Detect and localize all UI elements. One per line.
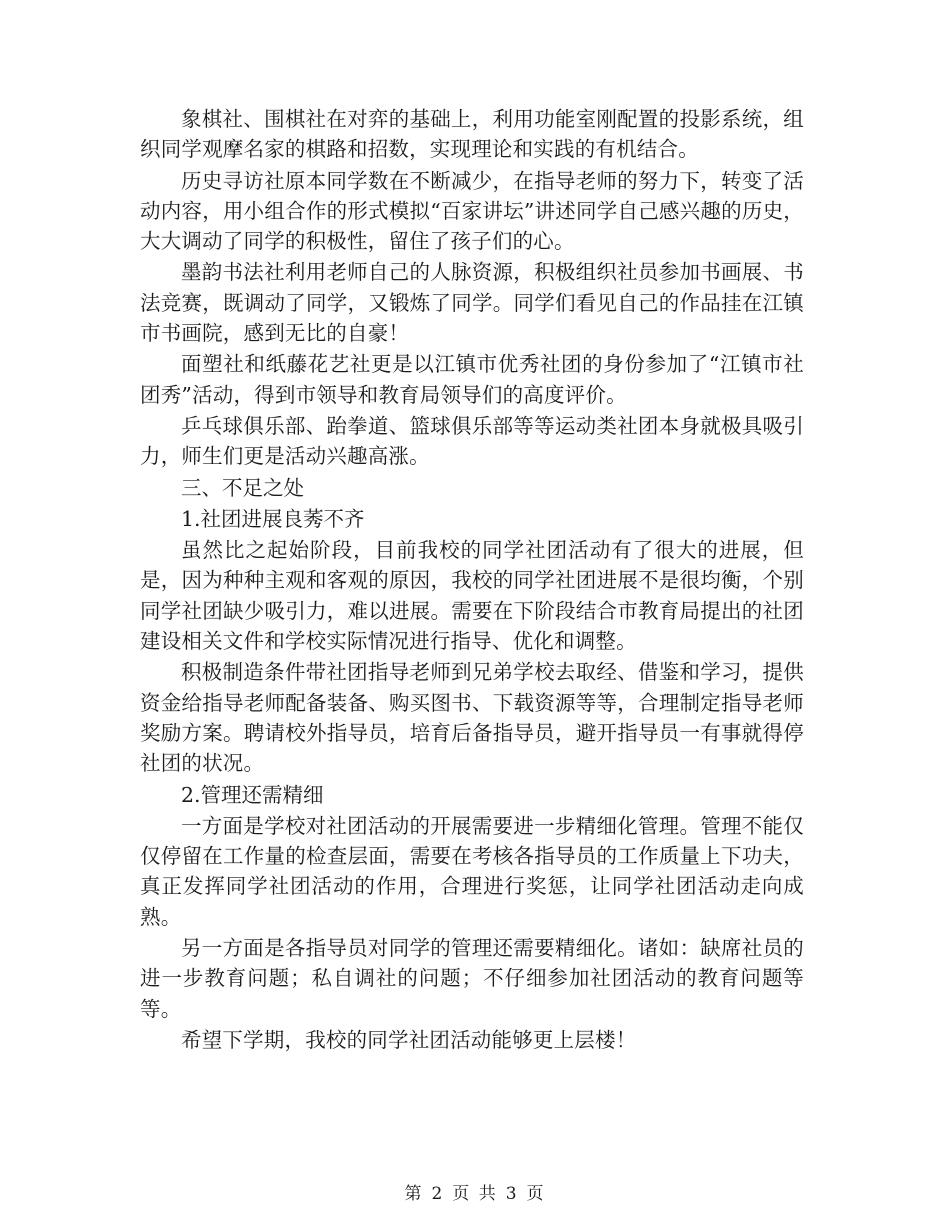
paragraph-sports-clubs: 乒乓球俱乐部、跆拳道、篮球俱乐部等等运动类社团本身就极具吸引力，师生们更是活动兴趣高涨。 xyxy=(140,413,804,469)
paragraph-history-club: 历史寻访社原本同学数在不断减少，在指导老师的努力下，转变了活动内容，用小组合作的形式模拟“百家讲坛”讲述同学自己感兴趣的历史，大大调动了同学的积极性，留住了孩子们的心。 xyxy=(140,168,804,254)
footer-suffix: 页 xyxy=(526,1184,546,1204)
subheading-uneven-development: 1.社团进展良莠不齐 xyxy=(181,506,365,531)
paragraph-school-management: 一方面是学校对社团活动的开展需要进一步精细化管理。管理不能仅仅停留在工作量的检查层面，需要在考核各指导员的工作质量上下功夫，真正发挥同学社团活动的作用，合理进行奖惩，让同学社团活动走向成熟。 xyxy=(140,813,804,929)
paragraph-closing-wish: 希望下学期，我校的同学社团活动能够更上层楼！ xyxy=(181,1027,637,1052)
paragraph-uneven-development: 虽然比之起始阶段，目前我校的同学社团活动有了很大的进展，但是，因为种种主观和客观的原因，我校的同学社团进展不是很均衡，个别同学社团缺少吸引力，难以进展。需要在下阶段结合市教育局提出的社团建设相关文件和学校实际情况进行指导、优化和调整。 xyxy=(140,538,804,654)
page-footer xyxy=(0,1182,950,1206)
paragraph-instructor-management: 另一方面是各指导员对同学的管理还需要精细化。诸如：缺席社员的进一步教育问题；私自调社的问题；不仔细参加社团活动的教育问题等等。 xyxy=(140,936,804,1021)
footer-middle: 页 共 xyxy=(452,1184,498,1204)
paragraph-calligraphy-club: 墨韵书法社利用老师自己的人脉资源，积极组织社员参加书画展、书法竞赛，既调动了同学，又锻炼了同学。同学们看见自己的作品挂在江镇市书画院，感到无比的自豪！ xyxy=(140,260,804,346)
footer-total-pages: 3 xyxy=(505,1184,519,1204)
paragraph-dough-figure-club: 面塑社和纸藤花艺社更是以江镇市优秀社团的身份参加了“江镇市社团秀”活动，得到市领导和教育局领导们的高度评价。 xyxy=(140,352,804,407)
footer-prefix: 第 xyxy=(404,1184,424,1204)
section-heading-shortcomings: 三、不足之处 xyxy=(181,475,304,500)
paragraph-chess-club: 象棋社、围棋社在对弈的基础上，利用功能室刚配置的投影系统，组织同学观摩名家的棋路和招数，实现理论和实践的有机结合。 xyxy=(140,107,804,162)
paragraph-teacher-support: 积极制造条件带社团指导老师到兄弟学校去取经、借鉴和学习，提供资金给指导老师配备装备、购买图书、下载资源等等，合理制定指导老师奖励方案。聘请校外指导员，培育后备指导员，避开指导员一有事就得停社团的状况。 xyxy=(140,660,804,776)
footer-current-page: 2 xyxy=(431,1184,445,1204)
subheading-management: 2.管理还需精细 xyxy=(181,782,324,807)
document-body xyxy=(140,104,804,1056)
